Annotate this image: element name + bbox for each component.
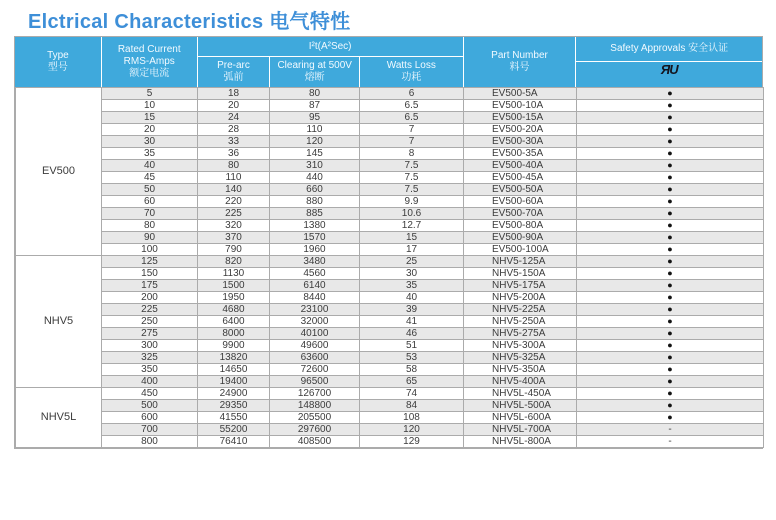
rated-current-cell: 45 <box>102 172 198 184</box>
watts-loss-cell: 25 <box>360 256 464 268</box>
pre-arc-cell: 4680 <box>198 304 270 316</box>
clearing-cell: 110 <box>270 124 360 136</box>
table-row <box>16 136 764 148</box>
pre-arc-cell: 19400 <box>198 376 270 388</box>
pre-arc-cell: 820 <box>198 256 270 268</box>
clearing-cell: 440 <box>270 172 360 184</box>
clearing-cell: 8440 <box>270 292 360 304</box>
watts-loss-cell: 108 <box>360 412 464 424</box>
table-row <box>16 196 764 208</box>
safety-approval-cell: ● <box>577 208 764 220</box>
part-number-cell: EV500-35A <box>464 148 577 160</box>
part-number-cell: NHV5-125A <box>464 256 577 268</box>
rated-current-cell: 300 <box>102 340 198 352</box>
table-row <box>16 232 764 244</box>
safety-approval-cell: ● <box>577 124 764 136</box>
pre-arc-cell: 20 <box>198 100 270 112</box>
watts-loss-cell: 8 <box>360 148 464 160</box>
header-watts-loss <box>359 57 463 87</box>
pre-arc-cell: 1500 <box>198 280 270 292</box>
rated-current-cell: 175 <box>102 280 198 292</box>
watts-loss-cell: 7.5 <box>360 172 464 184</box>
table-body <box>15 87 764 448</box>
rated-current-cell: 400 <box>102 376 198 388</box>
watts-loss-cell: 6 <box>360 88 464 100</box>
part-number-cell: NHV5-400A <box>464 376 577 388</box>
part-number-cell: NHV5L-600A <box>464 412 577 424</box>
part-number-cell: NHV5-300A <box>464 340 577 352</box>
rated-current-cell: 15 <box>102 112 198 124</box>
watts-loss-cell: 40 <box>360 292 464 304</box>
part-number-cell: EV500-15A <box>464 112 577 124</box>
table-row <box>16 88 764 100</box>
watts-loss-cell: 12.7 <box>360 220 464 232</box>
safety-approval-cell: ● <box>577 112 764 124</box>
safety-approval-cell: ● <box>577 172 764 184</box>
header-type-en: Type <box>47 50 69 61</box>
rated-current-cell: 50 <box>102 184 198 196</box>
table-row <box>16 376 764 388</box>
header-clearing-en: Clearing at 500V <box>277 60 352 71</box>
header-i2t-group <box>197 37 463 87</box>
watts-loss-cell: 7 <box>360 136 464 148</box>
part-number-cell: NHV5-250A <box>464 316 577 328</box>
safety-approval-cell: ● <box>577 364 764 376</box>
part-number-cell: EV500-60A <box>464 196 577 208</box>
clearing-cell: 95 <box>270 112 360 124</box>
table-row <box>16 244 764 256</box>
rated-current-cell: 30 <box>102 136 198 148</box>
header-part-zh: 料号 <box>509 62 530 73</box>
rated-current-cell: 80 <box>102 220 198 232</box>
part-number-cell: EV500-70A <box>464 208 577 220</box>
page-title: Elctrical Characteristics 电气特性 <box>28 11 351 33</box>
clearing-cell: 40100 <box>270 328 360 340</box>
table-header <box>15 37 762 87</box>
watts-loss-cell: 84 <box>360 400 464 412</box>
clearing-cell: 3480 <box>270 256 360 268</box>
safety-approval-cell: ● <box>577 316 764 328</box>
pre-arc-cell: 76410 <box>198 436 270 448</box>
pre-arc-cell: 790 <box>198 244 270 256</box>
safety-approval-cell: ● <box>577 340 764 352</box>
rated-current-cell: 40 <box>102 160 198 172</box>
part-number-cell: NHV5-175A <box>464 280 577 292</box>
part-number-cell: EV500-40A <box>464 160 577 172</box>
safety-approval-cell: ● <box>577 328 764 340</box>
header-watts-zh: 功耗 <box>401 72 422 83</box>
watts-loss-cell: 129 <box>360 436 464 448</box>
clearing-cell: 63600 <box>270 352 360 364</box>
part-number-cell: NHV5L-700A <box>464 424 577 436</box>
clearing-cell: 1380 <box>270 220 360 232</box>
part-number-cell: NHV5L-800A <box>464 436 577 448</box>
safety-approval-cell: ● <box>577 244 764 256</box>
pre-arc-cell: 28 <box>198 124 270 136</box>
safety-approval-cell: ● <box>577 160 764 172</box>
header-rated-line1: Rated Current <box>117 44 181 55</box>
pre-arc-cell: 55200 <box>198 424 270 436</box>
rated-current-cell: 90 <box>102 232 198 244</box>
clearing-cell: 1570 <box>270 232 360 244</box>
ul-recognized-icon: ЯU <box>660 62 678 77</box>
header-type-zh: 型号 <box>47 62 68 73</box>
pre-arc-cell: 1130 <box>198 268 270 280</box>
safety-approval-cell: ● <box>577 184 764 196</box>
pre-arc-cell: 8000 <box>198 328 270 340</box>
clearing-cell: 1960 <box>270 244 360 256</box>
clearing-cell: 96500 <box>270 376 360 388</box>
header-i2t: I²t(A²Sec) <box>198 37 463 57</box>
clearing-cell: 49600 <box>270 340 360 352</box>
rated-current-cell: 10 <box>102 100 198 112</box>
pre-arc-cell: 225 <box>198 208 270 220</box>
clearing-cell: 4560 <box>270 268 360 280</box>
safety-approval-cell: ● <box>577 388 764 400</box>
header-safety-label: Safety Approvals 安全认证 <box>610 43 729 54</box>
table-row <box>16 256 764 268</box>
part-number-cell: NHV5L-500A <box>464 400 577 412</box>
safety-approval-cell: ● <box>577 88 764 100</box>
watts-loss-cell: 41 <box>360 316 464 328</box>
safety-approval-cell: - <box>577 424 764 436</box>
table-row <box>16 424 764 436</box>
clearing-cell: 148800 <box>270 400 360 412</box>
safety-approval-cell: ● <box>577 196 764 208</box>
part-number-cell: EV500-100A <box>464 244 577 256</box>
part-number-cell: EV500-5A <box>464 88 577 100</box>
header-rated-current <box>101 37 197 87</box>
header-type <box>15 37 101 87</box>
watts-loss-cell: 65 <box>360 376 464 388</box>
table-row <box>16 436 764 448</box>
watts-loss-cell: 7 <box>360 124 464 136</box>
pre-arc-cell: 24 <box>198 112 270 124</box>
watts-loss-cell: 7.5 <box>360 184 464 196</box>
part-number-cell: NHV5L-450A <box>464 388 577 400</box>
clearing-cell: 660 <box>270 184 360 196</box>
table-row <box>16 388 764 400</box>
pre-arc-cell: 13820 <box>198 352 270 364</box>
watts-loss-cell: 30 <box>360 268 464 280</box>
pre-arc-cell: 1950 <box>198 292 270 304</box>
rated-current-cell: 200 <box>102 292 198 304</box>
pre-arc-cell: 140 <box>198 184 270 196</box>
pre-arc-cell: 24900 <box>198 388 270 400</box>
rated-current-cell: 600 <box>102 412 198 424</box>
header-rated-line2: RMS-Amps <box>123 56 175 67</box>
part-number-cell: EV500-30A <box>464 136 577 148</box>
part-number-cell: EV500-90A <box>464 232 577 244</box>
clearing-cell: 126700 <box>270 388 360 400</box>
rated-current-cell: 225 <box>102 304 198 316</box>
table-row <box>16 208 764 220</box>
part-number-cell: EV500-10A <box>464 100 577 112</box>
clearing-cell: 6140 <box>270 280 360 292</box>
part-number-cell: EV500-80A <box>464 220 577 232</box>
watts-loss-cell: 51 <box>360 340 464 352</box>
pre-arc-cell: 18 <box>198 88 270 100</box>
safety-approval-cell: ● <box>577 136 764 148</box>
table-row <box>16 400 764 412</box>
safety-approval-cell: ● <box>577 268 764 280</box>
safety-approval-cell: ● <box>577 280 764 292</box>
type-cell: EV500 <box>16 88 102 256</box>
clearing-cell: 880 <box>270 196 360 208</box>
header-watts-en: Watts Loss <box>386 60 436 71</box>
pre-arc-cell: 41550 <box>198 412 270 424</box>
clearing-cell: 885 <box>270 208 360 220</box>
header-pre-arc <box>198 57 270 87</box>
watts-loss-cell: 10.6 <box>360 208 464 220</box>
rated-current-cell: 250 <box>102 316 198 328</box>
pre-arc-cell: 33 <box>198 136 270 148</box>
safety-approval-cell: ● <box>577 220 764 232</box>
safety-approval-cell: ● <box>577 304 764 316</box>
part-number-cell: NHV5-150A <box>464 268 577 280</box>
rated-current-cell: 700 <box>102 424 198 436</box>
safety-approval-cell: ● <box>577 292 764 304</box>
table-row <box>16 172 764 184</box>
safety-approval-cell: ● <box>577 100 764 112</box>
watts-loss-cell: 6.5 <box>360 100 464 112</box>
part-number-cell: EV500-50A <box>464 184 577 196</box>
table-row <box>16 412 764 424</box>
pre-arc-cell: 370 <box>198 232 270 244</box>
rated-current-cell: 100 <box>102 244 198 256</box>
table-row <box>16 340 764 352</box>
rated-current-cell: 350 <box>102 364 198 376</box>
clearing-cell: 205500 <box>270 412 360 424</box>
type-cell: NHV5 <box>16 256 102 388</box>
rated-current-cell: 70 <box>102 208 198 220</box>
clearing-cell: 408500 <box>270 436 360 448</box>
type-cell: NHV5L <box>16 388 102 448</box>
pre-arc-cell: 320 <box>198 220 270 232</box>
safety-approval-cell: ● <box>577 352 764 364</box>
watts-loss-cell: 53 <box>360 352 464 364</box>
rated-current-cell: 325 <box>102 352 198 364</box>
safety-approval-cell: ● <box>577 400 764 412</box>
pre-arc-cell: 29350 <box>198 400 270 412</box>
table-row <box>16 124 764 136</box>
watts-loss-cell: 120 <box>360 424 464 436</box>
part-number-cell: NHV5-350A <box>464 364 577 376</box>
header-part-number <box>463 37 576 87</box>
rated-current-cell: 150 <box>102 268 198 280</box>
part-number-cell: EV500-20A <box>464 124 577 136</box>
pre-arc-cell: 14650 <box>198 364 270 376</box>
watts-loss-cell: 46 <box>360 328 464 340</box>
rated-current-cell: 20 <box>102 124 198 136</box>
clearing-cell: 120 <box>270 136 360 148</box>
watts-loss-cell: 17 <box>360 244 464 256</box>
safety-approval-cell: ● <box>577 376 764 388</box>
table-row <box>16 292 764 304</box>
part-number-cell: NHV5-325A <box>464 352 577 364</box>
table-row <box>16 316 764 328</box>
safety-approval-cell: ● <box>577 232 764 244</box>
clearing-cell: 297600 <box>270 424 360 436</box>
header-part-en: Part Number <box>491 50 548 61</box>
part-number-cell: EV500-45A <box>464 172 577 184</box>
watts-loss-cell: 35 <box>360 280 464 292</box>
watts-loss-cell: 39 <box>360 304 464 316</box>
header-rated-zh: 额定电流 <box>129 68 170 79</box>
rated-current-cell: 125 <box>102 256 198 268</box>
ul-recognized-logo-row <box>576 61 762 87</box>
table-row <box>16 280 764 292</box>
part-number-cell: NHV5-275A <box>464 328 577 340</box>
watts-loss-cell: 15 <box>360 232 464 244</box>
clearing-cell: 72600 <box>270 364 360 376</box>
rated-current-cell: 5 <box>102 88 198 100</box>
rated-current-cell: 450 <box>102 388 198 400</box>
safety-approval-cell: ● <box>577 148 764 160</box>
rated-current-cell: 35 <box>102 148 198 160</box>
table-row <box>16 160 764 172</box>
table-row <box>16 328 764 340</box>
table-row <box>16 184 764 196</box>
part-number-cell: NHV5-200A <box>464 292 577 304</box>
table-row <box>16 352 764 364</box>
rated-current-cell: 275 <box>102 328 198 340</box>
pre-arc-cell: 9900 <box>198 340 270 352</box>
pre-arc-cell: 80 <box>198 160 270 172</box>
safety-approval-cell: ● <box>577 256 764 268</box>
table-row <box>16 220 764 232</box>
electrical-characteristics-table <box>14 36 763 449</box>
watts-loss-cell: 74 <box>360 388 464 400</box>
pre-arc-cell: 220 <box>198 196 270 208</box>
watts-loss-cell: 6.5 <box>360 112 464 124</box>
table-row <box>16 112 764 124</box>
rated-current-cell: 800 <box>102 436 198 448</box>
rated-current-cell: 60 <box>102 196 198 208</box>
clearing-cell: 80 <box>270 88 360 100</box>
watts-loss-cell: 7.5 <box>360 160 464 172</box>
watts-loss-cell: 9.9 <box>360 196 464 208</box>
header-pre-arc-zh: 弧前 <box>223 72 244 83</box>
table-row <box>16 148 764 160</box>
safety-approval-cell: - <box>577 436 764 448</box>
pre-arc-cell: 6400 <box>198 316 270 328</box>
clearing-cell: 87 <box>270 100 360 112</box>
part-number-cell: NHV5-225A <box>464 304 577 316</box>
pre-arc-cell: 36 <box>198 148 270 160</box>
header-clearing <box>269 57 359 87</box>
pre-arc-cell: 110 <box>198 172 270 184</box>
clearing-cell: 145 <box>270 148 360 160</box>
clearing-cell: 310 <box>270 160 360 172</box>
safety-approval-cell: ● <box>577 412 764 424</box>
table-row <box>16 100 764 112</box>
table-row <box>16 364 764 376</box>
clearing-cell: 32000 <box>270 316 360 328</box>
table-row <box>16 304 764 316</box>
clearing-cell: 23100 <box>270 304 360 316</box>
header-clearing-zh: 熔断 <box>304 72 325 83</box>
header-pre-arc-en: Pre-arc <box>217 60 250 71</box>
rated-current-cell: 500 <box>102 400 198 412</box>
watts-loss-cell: 58 <box>360 364 464 376</box>
header-safety-approvals <box>575 37 762 87</box>
table-row <box>16 268 764 280</box>
